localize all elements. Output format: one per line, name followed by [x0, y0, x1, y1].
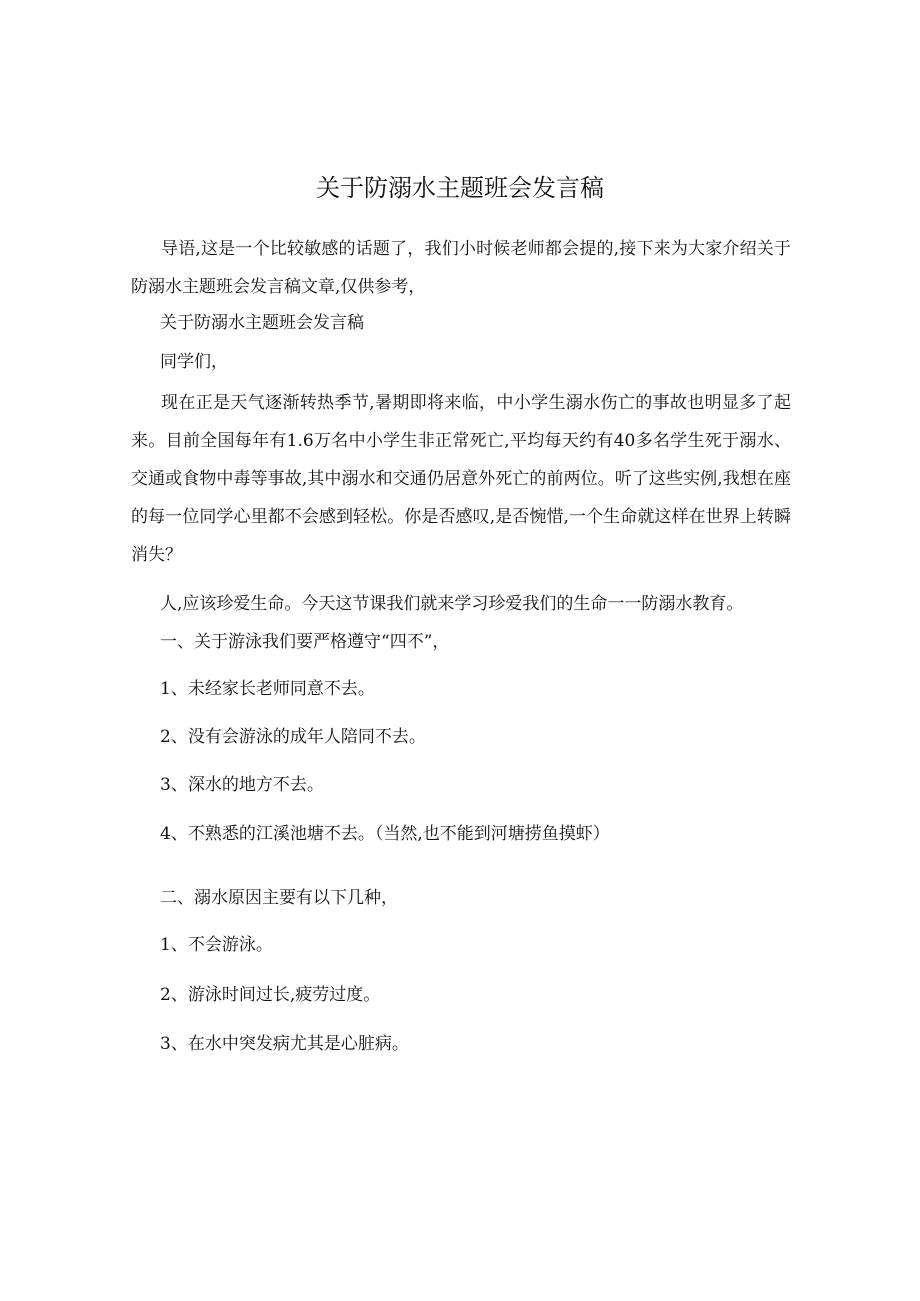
section2-item: 1、不会游泳。: [160, 935, 273, 955]
section1-item: 3、深水的地方不去。: [160, 775, 324, 795]
body-paragraph: 现在正是天气逐渐转热季节,暑期即将来临，中小学生溺水伤亡的事故也明显多了起来。目前全国每年有1.6万名中小学生非正常死亡,平均每天约有40多名学生死于溺水、交通或食物中毒等事故,其中溺水和交通仍居意外死亡的前两位。听了这些实例,我想在座的每一位同学心里都不会感到轻松。你是否感叹,是否惋惜,一个生命就这样在世界上转瞬消失？: [131, 393, 791, 565]
section2-item: 2、游泳时间过长,疲劳过度。: [160, 985, 381, 1005]
section1-heading: 一、关于游泳我们要严格遵守“四不”，: [160, 632, 450, 652]
section2-item: 3、在水中突发病尤其是心脏病。: [160, 1034, 409, 1054]
life-line: 人,应该珍爱生命。今天这节课我们就来学习珍爱我们的生命一一防溺水教育。: [160, 594, 744, 614]
greeting: 同学们，: [160, 352, 228, 372]
section2-heading: 二、溺水原因主要有以下几种，: [160, 888, 398, 908]
document-subtitle: 关于防溺水主题班会发言稿: [160, 313, 364, 333]
section1-item: 2、没有会游泳的成年人陪同不去。: [160, 727, 426, 747]
section1-item: 1、未经家长老师同意不去。: [160, 679, 375, 699]
document-title: 关于防溺水主题班会发言稿: [316, 174, 604, 202]
intro-paragraph: 导语,这是一个比较敏感的话题了，我们小时候老师都会提的,接下来为大家介绍关于防溺水主题班会发言稿文章,仅供参考，: [131, 239, 791, 297]
section1-item: 4、不熟悉的江溪池塘不去。（当然,也不能到河塘捞鱼摸虾）: [160, 824, 610, 844]
